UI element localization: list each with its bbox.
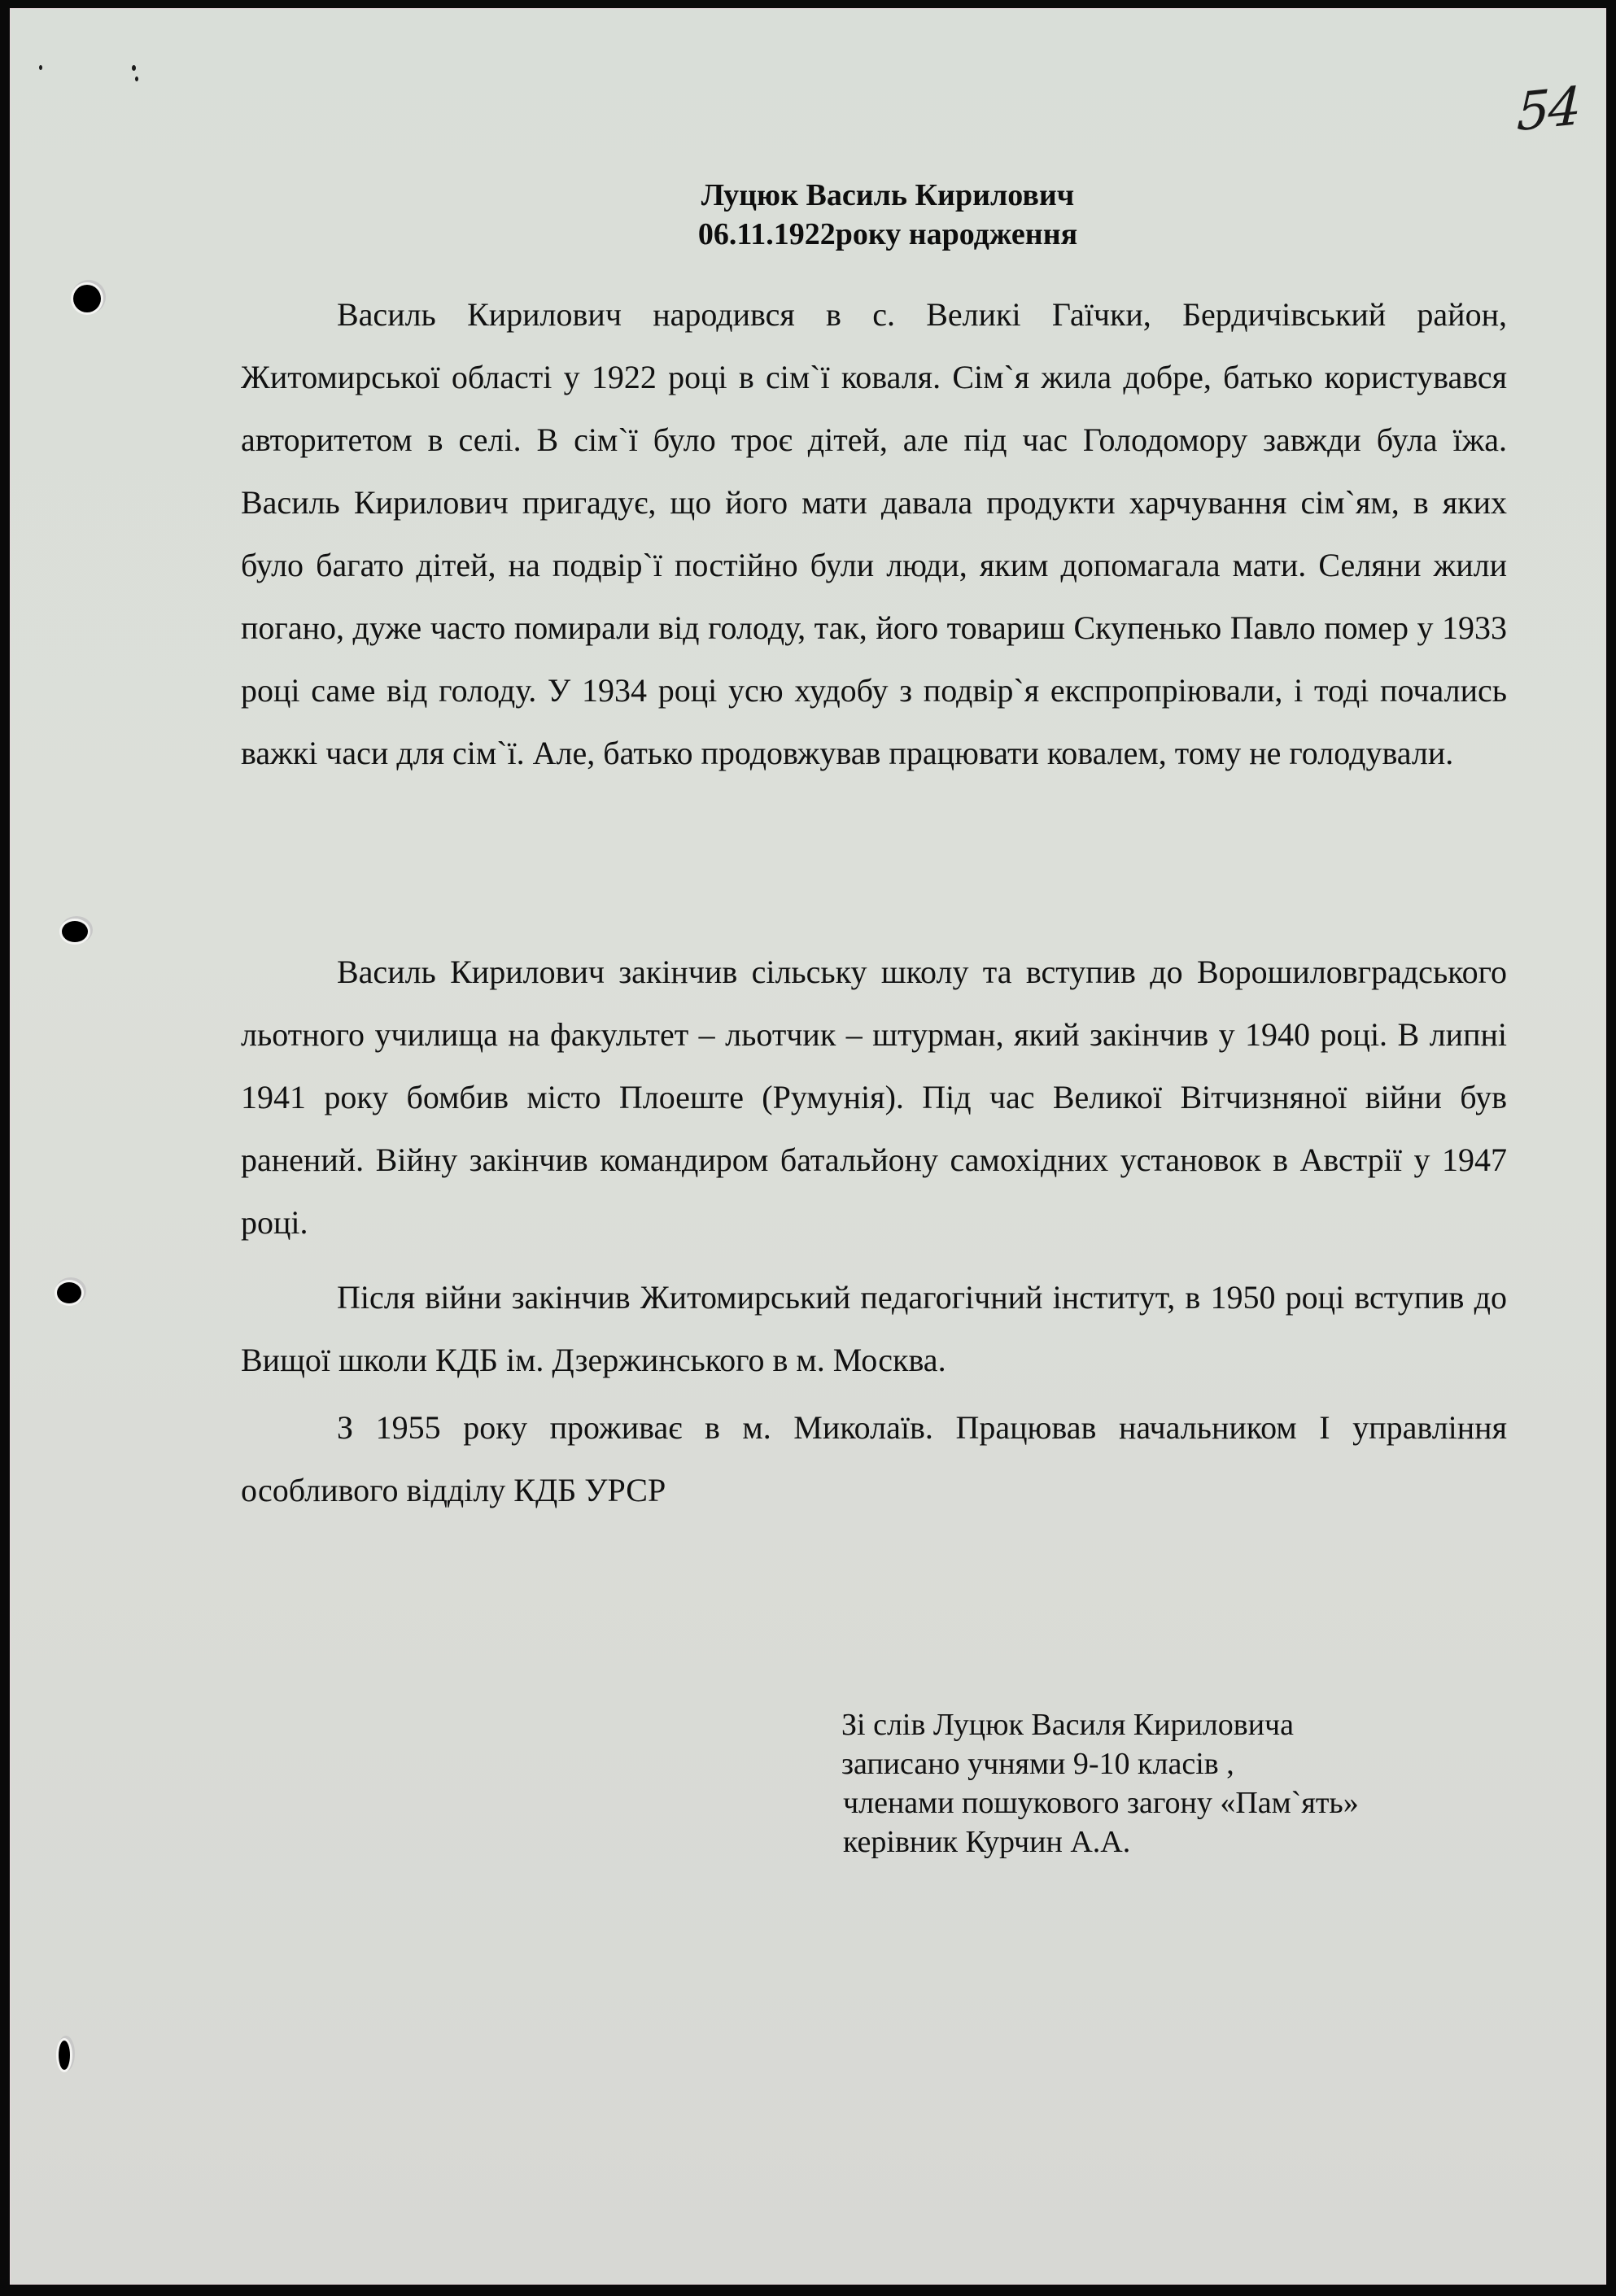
punch-hole [57, 1282, 81, 1303]
scan-speck [135, 76, 138, 81]
signature-line: керівник Курчин А.А. [843, 1825, 1131, 1859]
person-name-heading: Луцюк Василь Кирилович [701, 178, 1075, 212]
document-title [10, 176, 1616, 254]
punch-hole [73, 285, 101, 312]
handwritten-page-number: 54 [1515, 76, 1581, 144]
paragraph-education [241, 1266, 1507, 1391]
paragraph-text: Після війни закінчив Житомирський педагогічний інститут, в 1950 році вступив до Вищої школи КДБ ім. Дзержинського в м. Москва. [241, 1279, 1507, 1378]
paragraph-text: З 1955 року проживає в м. Миколаїв. Працював начальником І управління особливого відділу КДБ УРСР [241, 1409, 1507, 1508]
signature-line: записано учнями 9-10 класів , [841, 1747, 1234, 1781]
paragraph-military [241, 941, 1507, 1254]
scanned-page [10, 8, 1606, 2285]
birth-date-heading: 06.11.1922року народження [697, 217, 1078, 251]
signature-block [841, 1705, 1359, 1862]
paragraph-text: Василь Кирилович закінчив сільську школу та вступив до Ворошиловградського льотного училища на факультет – льотчик – штурман, який закінчив у 1940 році. В липні 1941 року бомбив місто Плоеште (Румунія). Під час Великої Вітчизняної війни був ранений. Війну закінчив командиром батальйону самохідних установок в Австрії у 1947 році. [241, 954, 1507, 1241]
paragraph-career [241, 1396, 1507, 1521]
punch-hole [59, 2041, 70, 2070]
punch-hole [62, 921, 88, 942]
signature-line: членами пошукового загону «Пам`ять» [843, 1786, 1359, 1820]
signature-line: Зі слів Луцюк Василя Кириловича [841, 1708, 1295, 1742]
paragraph-childhood [241, 283, 1507, 784]
scan-speck [132, 65, 136, 71]
scan-speck [39, 65, 42, 70]
paragraph-text: Василь Кирилович народився в с. Великі Гаїчки, Бердичівський район, Житомирської області у 1922 році в сім`ї коваля. Сім`я жила добре, батько користувався авторитетом в селі. В сім`ї було троє дітей, але під час Голодомору завжди була їжа. Василь Кирилович пригадує, що його мати давала продукти харчування сім`ям, в яких було багато дітей, на подвір`ї постійно були люди, яким допомагала мати. Селяни жили погано, дуже часто помирали від голоду, так, його товариш Скупенько Павло помер у 1933 році саме від голоду. У 1934 році усю худобу з подвір`я експропріювали, і тоді почались важкі часи для сім`ї. Але, батько продовжував працювати ковалем, тому не голодували. [241, 296, 1507, 771]
